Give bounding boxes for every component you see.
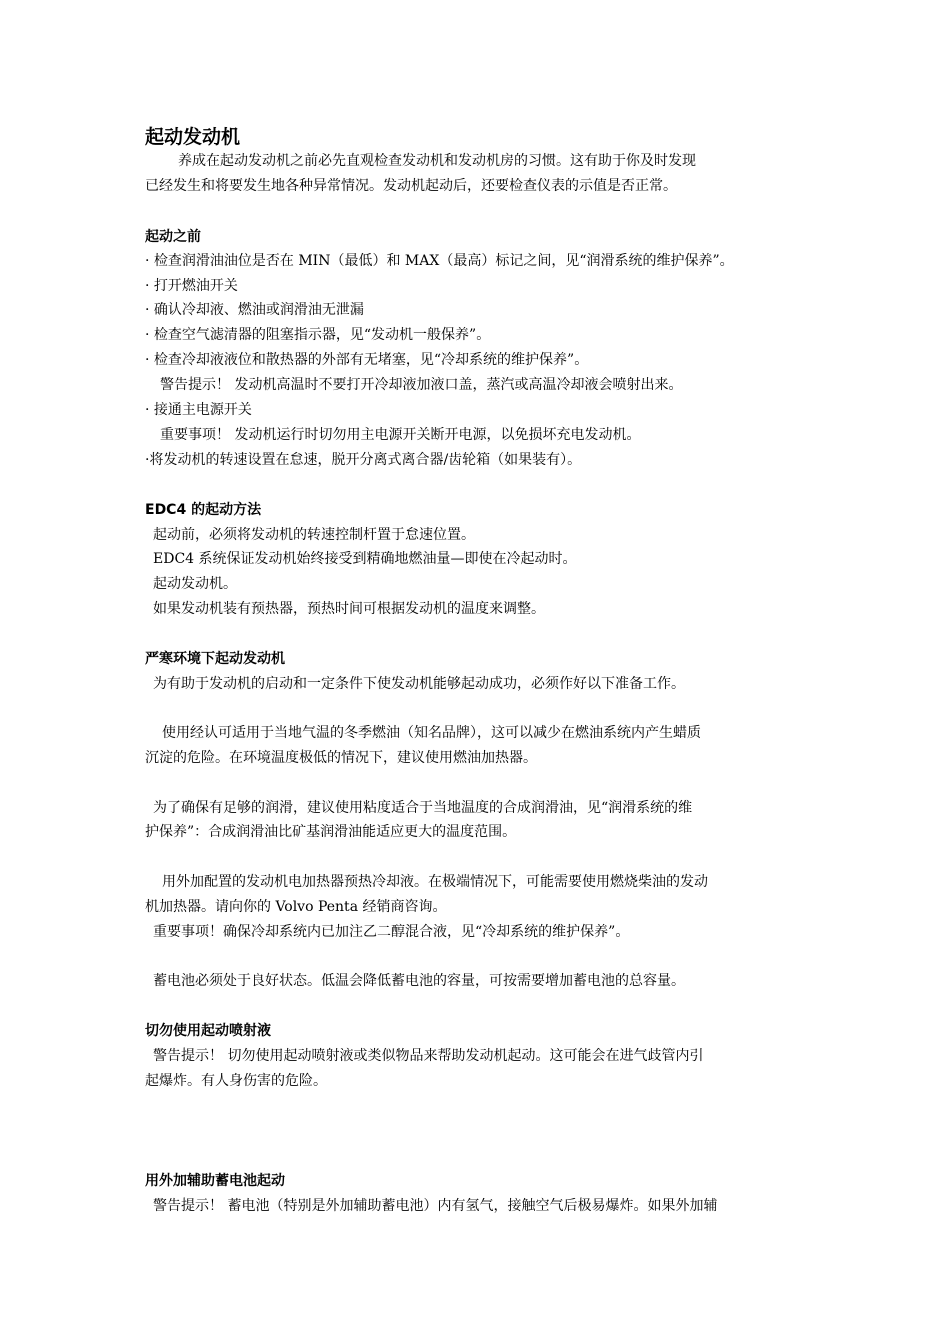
text-line: 为了确保有足够的润滑，建议使用粘度适合于当地温度的合成润滑油，见“润滑系统的维 [153,800,693,816]
warning-note: 警告提示！ 蓄电池（特别是外加辅助蓄电池）内有氢气，接触空气后极易爆炸。如果外加辅 [153,1198,718,1214]
list-item: · 检查冷却液液位和散热器的外部有无堵塞，见“冷却系统的维护保养”。 [145,352,589,368]
section-heading-battery: 用外加辅助蓄电池起动 [145,1173,285,1189]
section-heading-edc4: EDC4 的起动方法 [145,502,262,518]
text-line: 起动前，必须将发动机的转速控制杆置于怠速位置。 [153,527,475,543]
important-note: 重要事项！确保冷却系统内已加注乙二醇混合液，见“冷却系统的维护保养”。 [153,924,630,940]
text-line: 蓄电池必须处于良好状态。低温会降低蓄电池的容量，可按需要增加蓄电池的总容量。 [153,973,685,989]
warning-note: 警告提示！ 切勿使用起动喷射液或类似物品来帮助发动机起动。这可能会在进气歧管内引 [153,1048,704,1064]
warning-note: 警告提示！ 发动机高温时不要打开冷却液加液口盖，蒸汽或高温冷却液会喷射出来。 [160,377,683,393]
text-line: 使用经认可适用于当地气温的冬季燃油（知名品牌），这可以减少在燃油系统内产生蜡质 [162,725,701,741]
list-item: · 打开燃油开关 [145,278,238,294]
page-title: 起动发动机 [145,126,241,148]
text-line: 起动发动机。 [153,576,237,592]
intro-line: 已经发生和将要发生地各种异常情况。发动机起动后，还要检查仪表的示值是否正常。 [145,178,677,194]
text-line: 起爆炸。有人身伤害的危险。 [145,1073,327,1089]
list-item: · 确认冷却液、燃油或润滑油无泄漏 [145,302,364,318]
section-heading-before-start: 起动之前 [145,229,201,245]
important-note: 重要事项！ 发动机运行时切勿用主电源开关断开电源，以免损坏充电发动机。 [160,427,641,443]
text-line: 用外加配置的发动机电加热器预热冷却液。在极端情况下，可能需要使用燃烧柴油的发动 [162,874,708,890]
text-line: 为有助于发动机的启动和一定条件下使发动机能够起动成功，必须作好以下准备工作。 [153,676,685,692]
list-item: · 接通主电源开关 [145,402,252,418]
text-line: 沉淀的危险。在环境温度极低的情况下，建议使用燃油加热器。 [145,750,537,766]
text-line: 护保养”：合成润滑油比矿基润滑油能适应更大的温度范围。 [145,824,517,840]
list-item: ·将发动机的转速设置在怠速，脱开分离式离合器/齿轮箱（如果装有）。 [145,452,582,468]
text-line: 如果发动机装有预热器，预热时间可根据发动机的温度来调整。 [153,601,545,617]
list-item: · 检查润滑油油位是否在 MIN（最低）和 MAX（最高）标记之间，见“润滑系统的维护保养”。 [145,253,734,269]
text-line: 机加热器。请向你的 Volvo Penta 经销商咨询。 [145,899,447,915]
text-line: EDC4 系统保证发动机始终接受到精确地燃油量—即使在冷起动时。 [153,551,577,567]
section-heading-cold: 严寒环境下起动发动机 [145,651,285,667]
section-heading-spray: 切勿使用起动喷射液 [145,1023,271,1039]
list-item: · 检查空气滤清器的阻塞指示器，见“发动机一般保养”。 [145,327,491,343]
intro-line: 养成在起动发动机之前必先直观检查发动机和发动机房的习惯。这有助于你及时发现 [178,153,696,169]
